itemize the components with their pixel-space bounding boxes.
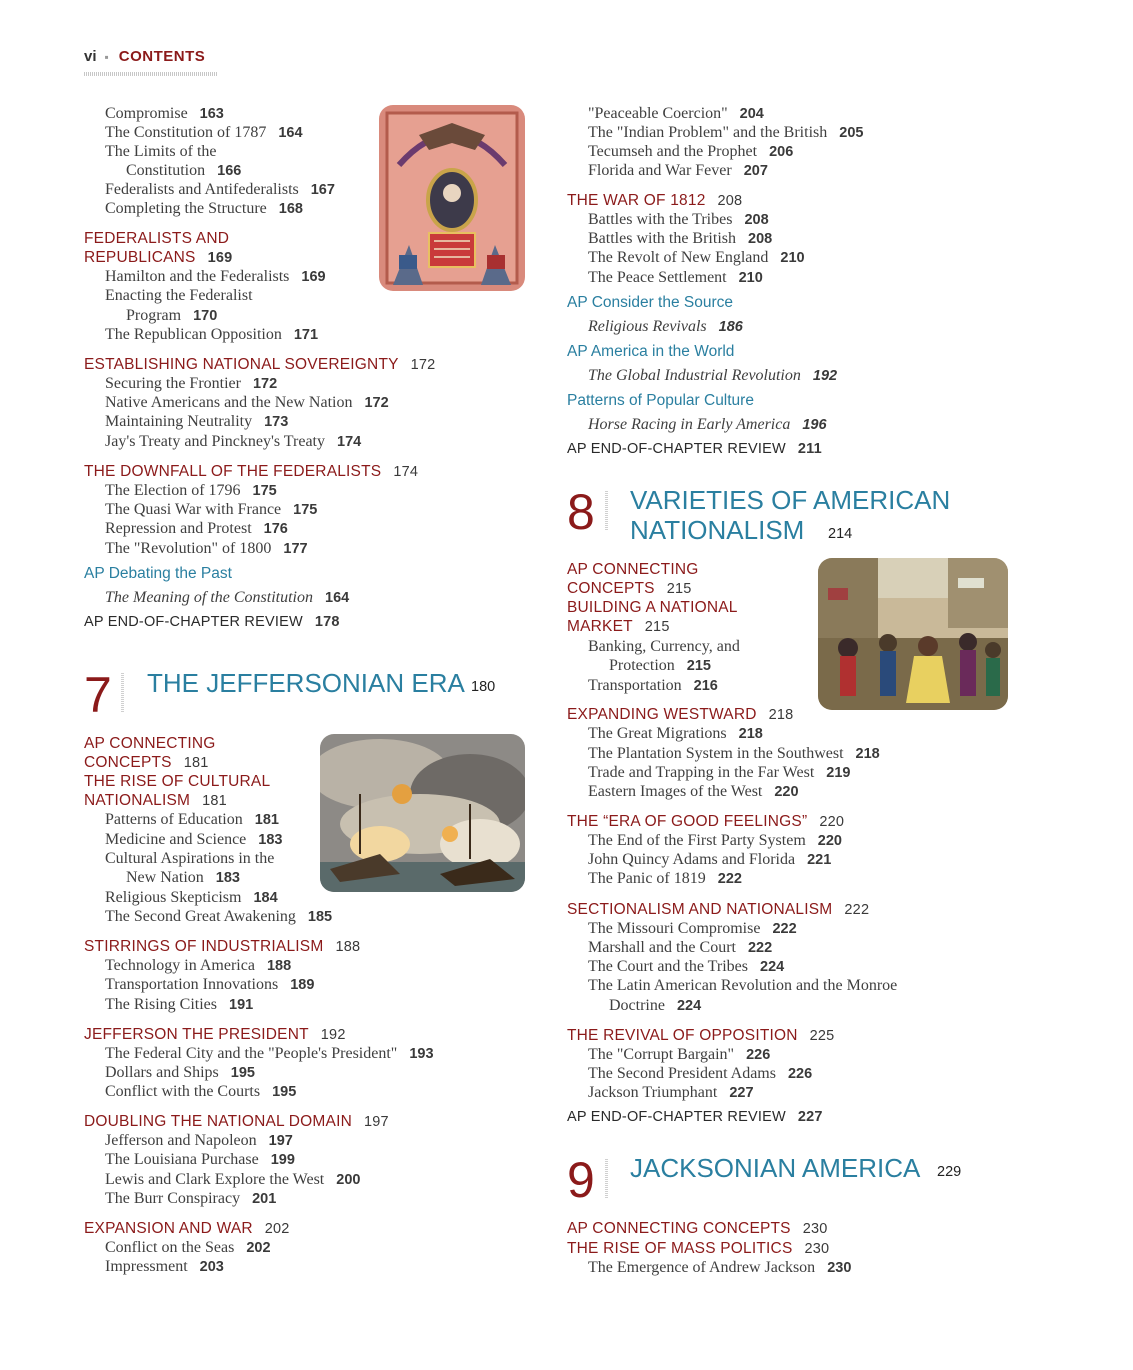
toc-entry[interactable]: Eastern Images of the West 220 <box>588 783 799 800</box>
toc-entry[interactable]: Enacting the Federalist <box>105 287 253 304</box>
chapter-number: 8 <box>567 484 595 540</box>
toc-entry[interactable]: Doctrine 224 <box>609 997 702 1014</box>
toc-entry[interactable]: Lewis and Clark Explore the West 200 <box>105 1171 361 1188</box>
toc-entry[interactable]: The Panic of 1819 222 <box>588 870 742 887</box>
toc-entry[interactable]: Federalists and Antifederalists 167 <box>105 181 335 198</box>
toc-entry[interactable]: Hamilton and the Federalists 169 <box>105 268 326 285</box>
chapter-review[interactable]: AP END-OF-CHAPTER REVIEW 178 <box>84 614 340 630</box>
separator-dot: ▪ <box>104 50 109 64</box>
section-heading[interactable]: SECTIONALISM AND NATIONALISM 222 <box>567 901 870 918</box>
feature-entry[interactable]: The Global Industrial Revolution 192 <box>588 367 838 384</box>
toc-entry[interactable]: Transportation 216 <box>588 677 718 694</box>
feature-entry[interactable]: Horse Racing in Early America 196 <box>588 416 827 433</box>
section-heading[interactable]: NATIONALISM 181 <box>84 792 227 809</box>
feature-heading[interactable]: Patterns of Popular Culture <box>567 392 754 409</box>
toc-entry[interactable]: The Peace Settlement 210 <box>588 269 763 286</box>
section-heading[interactable]: STIRRINGS OF INDUSTRIALISM 188 <box>84 938 361 955</box>
section-heading[interactable]: THE DOWNFALL OF THE FEDERALISTS 174 <box>84 463 419 480</box>
section-heading[interactable]: JEFFERSON THE PRESIDENT 192 <box>84 1026 346 1043</box>
toc-entry[interactable]: The "Corrupt Bargain" 226 <box>588 1046 771 1063</box>
toc-entry[interactable]: The Louisiana Purchase 199 <box>105 1151 295 1168</box>
feature-entry[interactable]: The Meaning of the Constitution 164 <box>105 589 350 606</box>
section-heading[interactable]: REPUBLICANS 169 <box>84 249 233 266</box>
section-heading[interactable]: FEDERALISTS AND <box>84 230 230 247</box>
toc-entry[interactable]: The End of the First Party System 220 <box>588 832 842 849</box>
chapter-number: 9 <box>567 1152 595 1208</box>
toc-entry[interactable]: Marshall and the Court 222 <box>588 939 773 956</box>
toc-entry[interactable]: Repression and Protest 176 <box>105 520 288 537</box>
chapter-divider <box>121 672 124 712</box>
toc-entry[interactable]: Dollars and Ships 195 <box>105 1064 255 1081</box>
toc-entry[interactable]: The Election of 1796 175 <box>105 482 277 499</box>
section-heading[interactable]: THE “ERA OF GOOD FEELINGS” 220 <box>567 813 845 830</box>
toc-entry[interactable]: The Second President Adams 226 <box>588 1065 813 1082</box>
toc-entry[interactable]: The Emergence of Andrew Jackson 230 <box>588 1259 852 1276</box>
naval-battle-image <box>320 734 525 892</box>
running-title: CONTENTS <box>118 48 206 65</box>
section-heading[interactable]: MARKET 215 <box>567 618 670 635</box>
chapter-page: 180 <box>471 679 496 695</box>
feature-entry[interactable]: Religious Revivals 186 <box>588 318 743 335</box>
section-heading[interactable]: CONCEPTS 181 <box>84 754 209 771</box>
feature-heading[interactable]: AP Consider the Source <box>567 294 734 311</box>
toc-entry[interactable]: Technology in America 188 <box>105 957 292 974</box>
section-heading[interactable]: AP CONNECTING CONCEPTS 230 <box>567 1220 828 1237</box>
toc-entry[interactable]: The Court and the Tribes 224 <box>588 958 785 975</box>
toc-entry[interactable]: Medicine and Science 183 <box>105 831 283 848</box>
toc-entry[interactable]: John Quincy Adams and Florida 221 <box>588 851 832 868</box>
section-heading[interactable]: BUILDING A NATIONAL <box>567 599 738 616</box>
chapter-divider <box>605 1158 608 1198</box>
toc-entry[interactable]: Jefferson and Napoleon 197 <box>105 1132 293 1149</box>
toc-entry[interactable]: Cultural Aspirations in the <box>105 850 275 867</box>
toc-entry[interactable]: Patterns of Education 181 <box>105 811 279 828</box>
section-heading[interactable]: AP CONNECTING <box>84 735 216 752</box>
section-heading[interactable]: ESTABLISHING NATIONAL SOVEREIGNTY 172 <box>84 356 436 373</box>
toc-entry[interactable]: The Latin American Revolution and the Monroe <box>588 977 898 994</box>
toc-entry[interactable]: The "Revolution" of 1800 177 <box>105 540 308 557</box>
feature-heading[interactable]: AP Debating the Past <box>84 565 232 582</box>
chapter-title[interactable]: VARIETIES OF AMERICAN <box>630 485 951 515</box>
toc-entry[interactable]: Jackson Triumphant 227 <box>588 1084 754 1101</box>
toc-entry[interactable]: Securing the Frontier 172 <box>105 375 278 392</box>
section-heading[interactable]: THE RISE OF CULTURAL <box>84 773 271 790</box>
federal-emblem-image <box>379 105 525 291</box>
toc-entry[interactable]: The Missouri Compromise 222 <box>588 920 797 937</box>
toc-entry[interactable]: Maintaining Neutrality 173 <box>105 413 289 430</box>
toc-entry[interactable]: The Burr Conspiracy 201 <box>105 1190 277 1207</box>
toc-entry[interactable]: The Limits of the <box>105 143 217 160</box>
chapter-number: 7 <box>84 667 112 723</box>
toc-entry[interactable]: The "Indian Problem" and the British 205 <box>588 124 864 141</box>
section-heading[interactable]: EXPANSION AND WAR 202 <box>84 1220 290 1237</box>
toc-entry[interactable]: Tecumseh and the Prophet 206 <box>588 143 794 160</box>
page-number: vi <box>84 48 97 65</box>
toc-entry[interactable]: The Quasi War with France 175 <box>105 501 318 518</box>
toc-entry[interactable]: New Nation 183 <box>126 869 240 886</box>
toc-entry[interactable]: The Rising Cities 191 <box>105 996 254 1013</box>
toc-entry[interactable]: Compromise 163 <box>105 105 224 122</box>
chapter-page: 229 <box>937 1164 962 1180</box>
chapter-title[interactable]: NATIONALISM <box>630 515 805 545</box>
section-heading[interactable]: AP CONNECTING <box>567 561 699 578</box>
toc-entry[interactable]: The Federal City and the "People's President" 193 <box>105 1045 434 1062</box>
toc-entry[interactable]: The Plantation System in the Southwest 218 <box>588 745 880 762</box>
toc-entry[interactable]: Battles with the Tribes 208 <box>588 211 769 228</box>
toc-entry[interactable]: Constitution 166 <box>126 162 242 179</box>
toc-entry[interactable]: Native Americans and the New Nation 172 <box>105 394 389 411</box>
section-heading[interactable]: THE WAR OF 1812 208 <box>567 192 743 209</box>
toc-entry[interactable]: The Constitution of 1787 164 <box>105 124 303 141</box>
toc-entry[interactable]: The Revolt of New England 210 <box>588 249 805 266</box>
street-crowd-image <box>818 558 1008 710</box>
toc-entry[interactable]: Impressment 203 <box>105 1258 224 1275</box>
chapter-title[interactable]: JACKSONIAN AMERICA <box>630 1153 921 1183</box>
chapter-title[interactable]: THE JEFFERSONIAN ERA <box>147 668 465 698</box>
section-heading[interactable]: DOUBLING THE NATIONAL DOMAIN 197 <box>84 1113 389 1130</box>
toc-entry[interactable]: Protection 215 <box>609 657 711 674</box>
chapter-page: 214 <box>828 526 853 542</box>
toc-entry[interactable]: Jay's Treaty and Pinckney's Treaty 174 <box>105 433 362 450</box>
toc-entry[interactable]: Conflict with the Courts 195 <box>105 1083 297 1100</box>
chapter-review[interactable]: AP END-OF-CHAPTER REVIEW 227 <box>567 1109 823 1125</box>
section-heading[interactable]: THE RISE OF MASS POLITICS 230 <box>567 1240 830 1257</box>
toc-entry[interactable]: Trade and Trapping in the Far West 219 <box>588 764 851 781</box>
toc-entry[interactable]: Religious Skepticism 184 <box>105 889 278 906</box>
toc-entry[interactable]: Banking, Currency, and <box>588 638 740 655</box>
toc-entry[interactable]: "Peaceable Coercion" 204 <box>588 105 764 122</box>
toc-entry[interactable]: The Second Great Awakening 185 <box>105 908 333 925</box>
toc-entry[interactable]: Transportation Innovations 189 <box>105 976 315 993</box>
toc-entry[interactable]: Program 170 <box>126 307 218 324</box>
toc-entry[interactable]: The Great Migrations 218 <box>588 725 763 742</box>
section-heading[interactable]: THE REVIVAL OF OPPOSITION 225 <box>567 1027 835 1044</box>
section-heading[interactable]: EXPANDING WESTWARD 218 <box>567 706 794 723</box>
feature-heading[interactable]: AP America in the World <box>567 343 735 360</box>
toc-entry[interactable]: Completing the Structure 168 <box>105 200 303 217</box>
toc-entry[interactable]: Florida and War Fever 207 <box>588 162 768 179</box>
chapter-review[interactable]: AP END-OF-CHAPTER REVIEW 211 <box>567 441 822 457</box>
toc-entry[interactable]: Battles with the British 208 <box>588 230 773 247</box>
section-heading[interactable]: CONCEPTS 215 <box>567 580 692 597</box>
toc-entry[interactable]: Conflict on the Seas 202 <box>105 1239 271 1256</box>
chapter-divider <box>605 490 608 530</box>
toc-entry[interactable]: The Republican Opposition 171 <box>105 326 319 343</box>
